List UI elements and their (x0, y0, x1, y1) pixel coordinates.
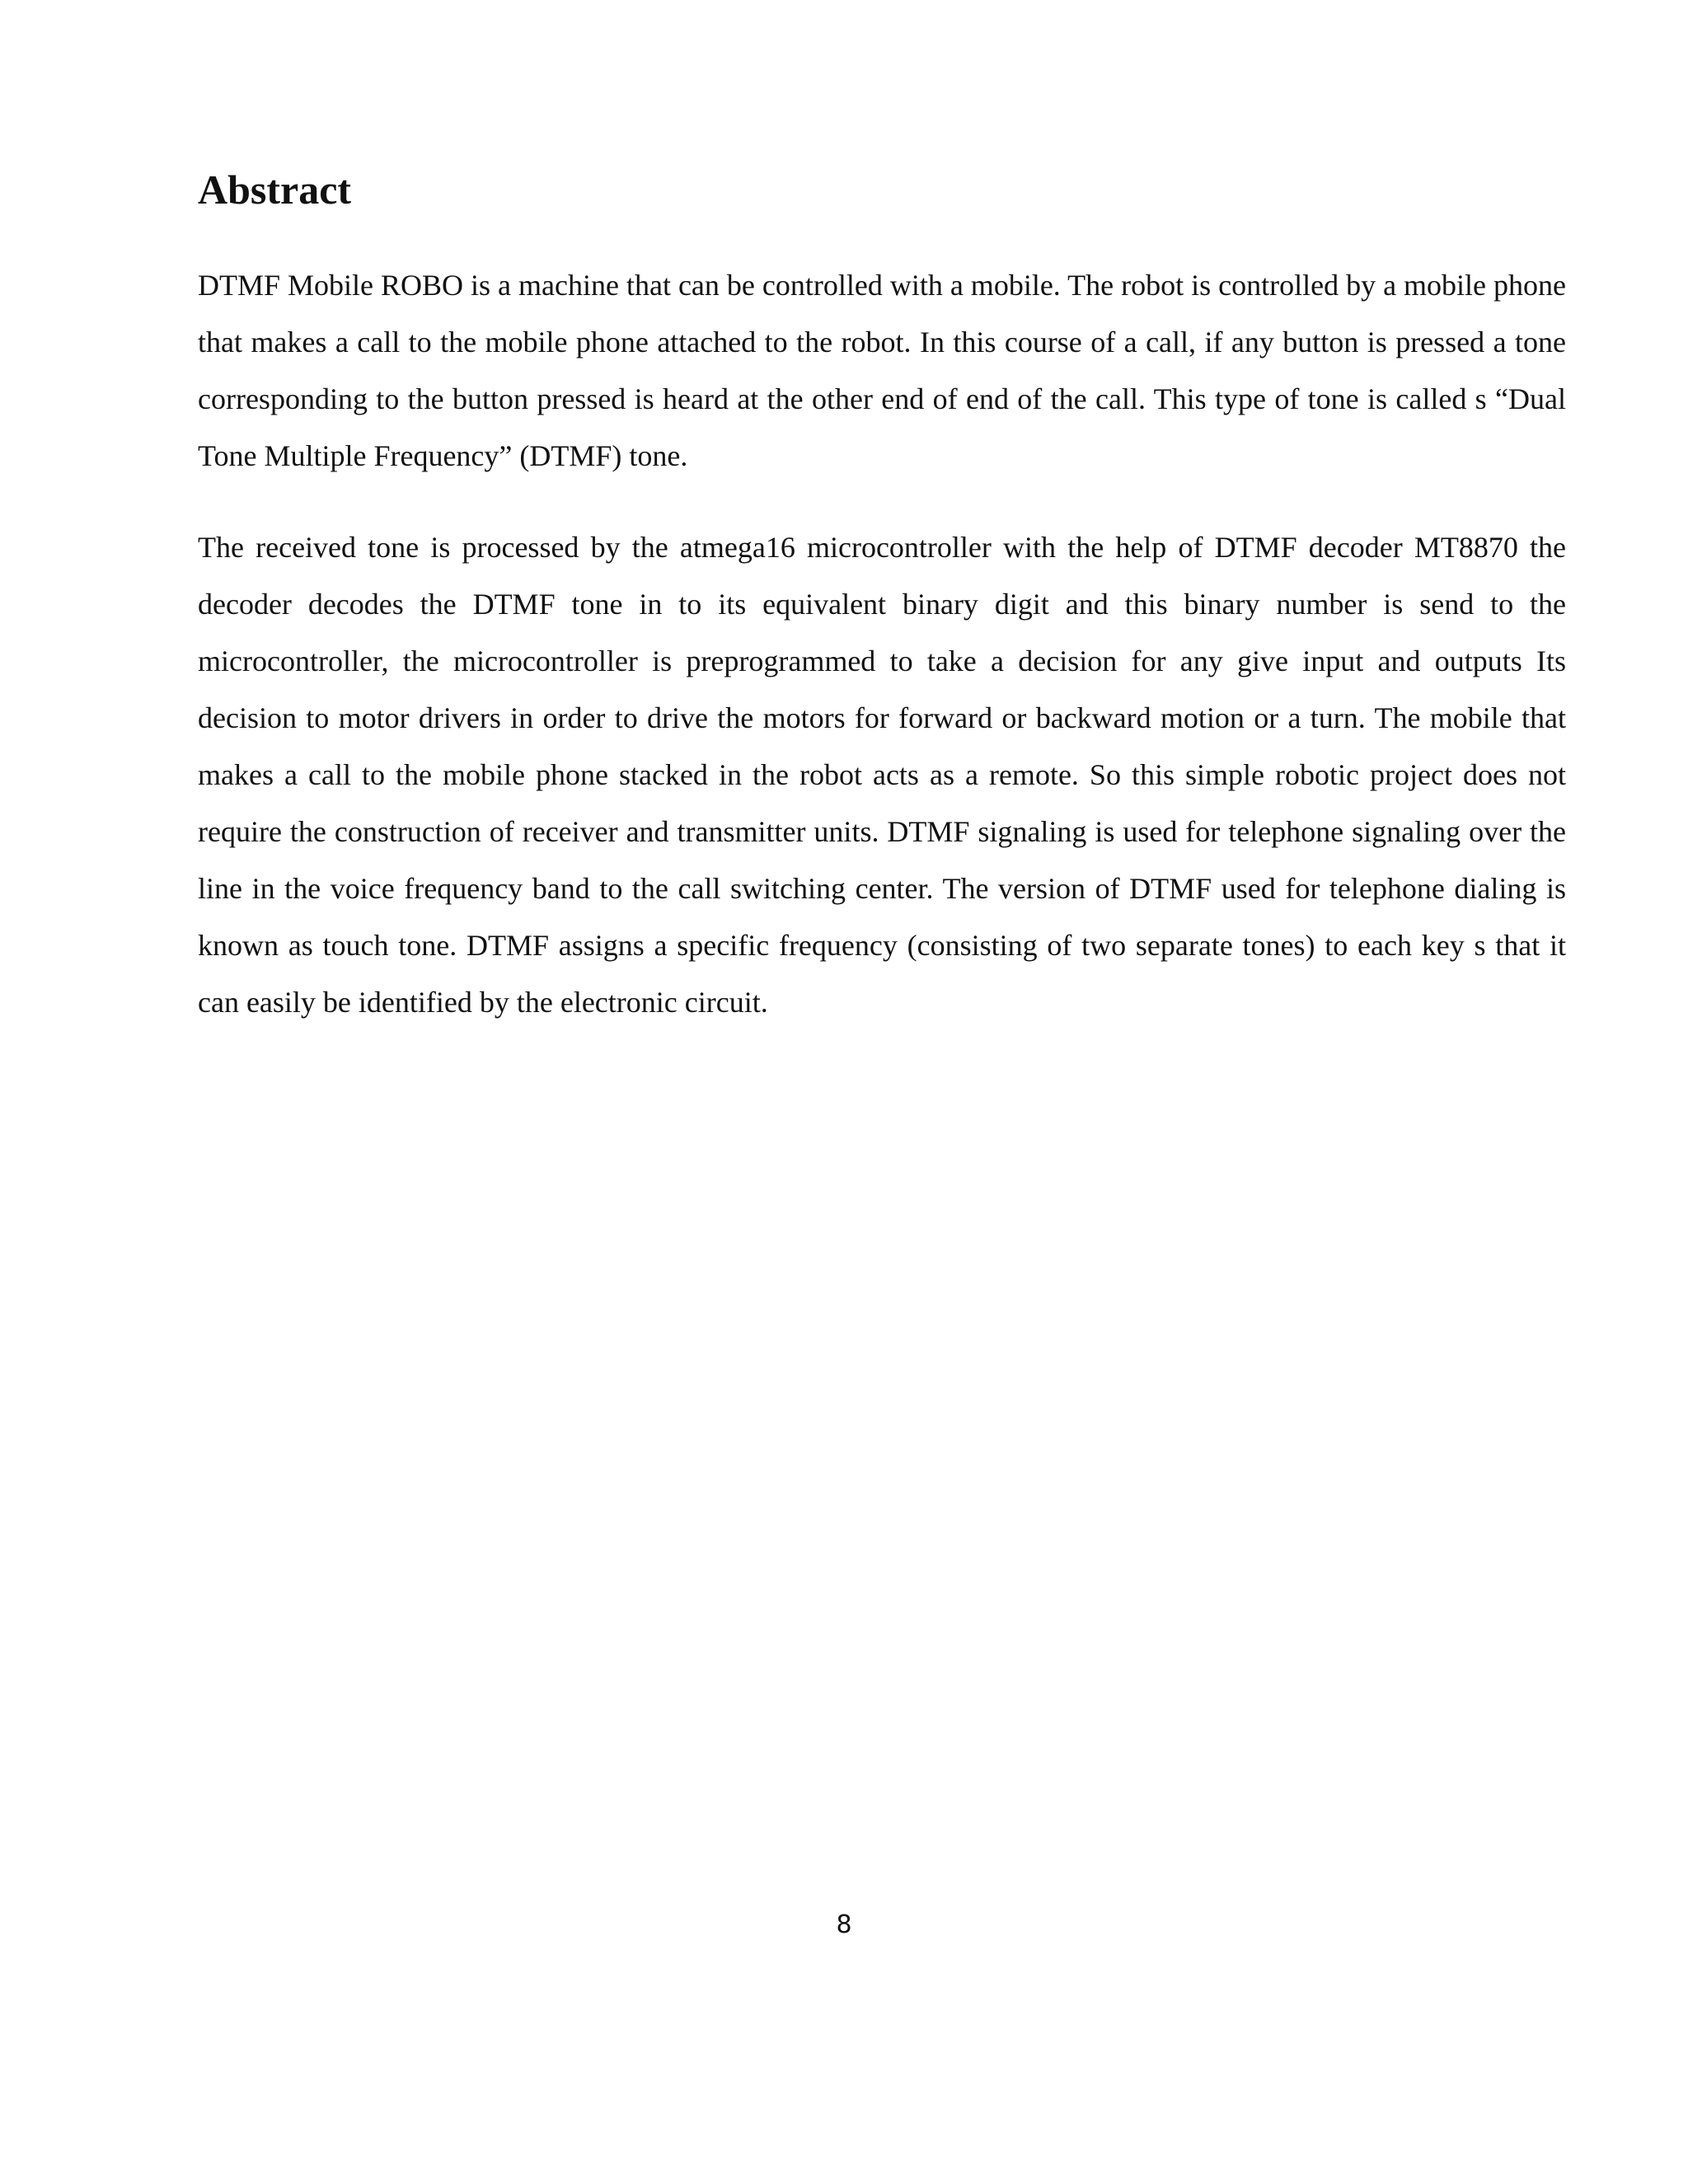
section-heading: Abstract (198, 166, 352, 213)
abstract-paragraph-2: The received tone is processed by the atmega16 microcontroller with the help of DTMF decoder MT8870 the decoder decodes the DTMF tone in to its equivalent binary digit and this binary number is send to the microcontroller, the microcontroller is preprogrammed to take a decision for any give input and outputs Its decision to motor drivers in order to drive the motors for forward or backward motion or a turn. The mobile that makes a call to the mobile phone stacked in the robot acts as a remote. So this simple robotic project does not require the construction of receiver and transmitter units. DTMF signaling is used for telephone signaling over the line in the voice frequency band to the call switching center. The version of DTMF used for telephone dialing is known as touch tone. DTMF assigns a specific frequency (consisting of two separate tones) to each key s that it can easily be identified by the electronic circuit. (198, 531, 1566, 1019)
page-content (198, 165, 1566, 1066)
page-number: 8 (836, 1910, 852, 1939)
abstract-paragraph-1: DTMF Mobile ROBO is a machine that can be controlled with a mobile. The robot is controlled by a mobile phone that makes a call to the mobile phone attached to the robot. In this course of a call, if any button is pressed a tone corresponding to the button pressed is heard at the other end of end of the call. This type of tone is called s “Dual Tone Multiple Frequency” (DTMF) tone. (198, 269, 1567, 472)
